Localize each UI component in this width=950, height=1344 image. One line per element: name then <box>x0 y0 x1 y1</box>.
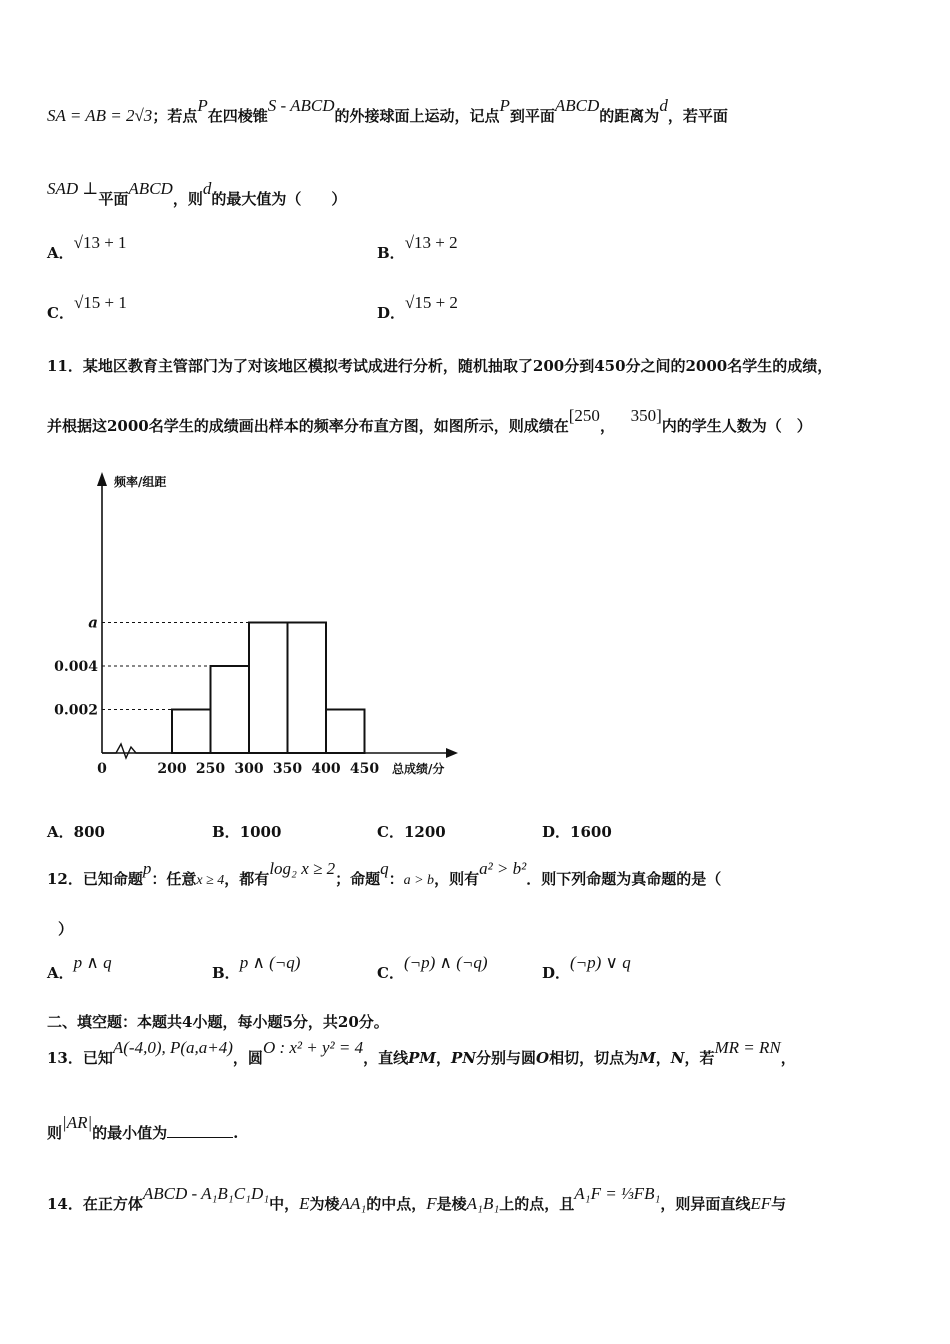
y-tick-label: 0.002 <box>54 702 98 719</box>
histogram-bar <box>288 623 327 754</box>
x-tick-label: 450 <box>349 761 380 777</box>
q11-option-c[interactable]: C．1200 <box>377 823 446 841</box>
q11-interval-left: [250 <box>568 406 600 425</box>
y-axis-label: 频率/组距 <box>114 475 167 489</box>
histogram-bar <box>172 710 211 754</box>
q12-option-a[interactable]: A．p ∧ q <box>47 953 112 982</box>
q10-option-d[interactable]: D．√15 + 2 <box>377 293 458 322</box>
x-tick-label: 300 <box>234 761 264 777</box>
q12-option-d[interactable]: D．(¬p) ∨ q <box>542 953 631 982</box>
histogram-bar <box>326 710 365 754</box>
x-tick-label: 0 <box>97 761 107 777</box>
q11-interval-right: 350] <box>630 406 662 425</box>
q10-expr-sad: SAD ⊥ <box>47 179 99 198</box>
x-axis-arrow <box>446 748 458 758</box>
q13-line2: 则|AR|的最小值为 . <box>47 1113 239 1142</box>
x-tick-label: 200 <box>157 761 187 777</box>
x-axis-label: 总成绩/分 <box>392 762 445 776</box>
q10-line2: SAD ⊥平面ABCD，则d的最大值为（ ） <box>47 179 347 208</box>
q12-line1: 12．已知命题p：任意x ≥ 4，都有log₂ x ≥ 2；命题q：a > b，则有a² > b²．则下列命题为真命题的是（ <box>47 859 722 888</box>
answer-blank[interactable] <box>167 1137 233 1138</box>
q11-line2: 并根据这2000名学生的成绩画出样本的频率分布直方图，如图所示，则成绩在[250， 350]内的学生人数为（ ） <box>47 406 812 435</box>
x-tick-label: 250 <box>195 761 226 777</box>
y-tick-label: 0.004 <box>54 659 98 675</box>
q12-option-c[interactable]: C．(¬p) ∧ (¬q) <box>377 953 488 982</box>
q13-line1: 13．已知A(-4,0), P(a,a+4)，圆O : x² + y² = 4，直线PM，PN分别与圆O相切，切点为M，N，若MR = RN， <box>47 1038 796 1067</box>
y-tick-label: a <box>88 613 98 632</box>
axis-break <box>102 744 172 758</box>
y-axis-arrow <box>97 472 107 486</box>
q11-option-d[interactable]: D．1600 <box>542 823 612 841</box>
q10-option-b[interactable]: B．√13 + 2 <box>377 233 458 262</box>
q14-line1: 14．在正方体ABCD - A₁B₁C₁D₁中，E为棱AA₁的中点，F是棱A₁B₁上的点，且A₁F = ⅓FB₁，则异面直线EF与 <box>47 1184 787 1213</box>
q11-option-b[interactable]: B．1000 <box>212 823 282 841</box>
q10-option-a[interactable]: A．√13 + 1 <box>47 233 127 262</box>
histogram-bar <box>211 666 250 753</box>
q12-option-b[interactable]: B．p ∧ (¬q) <box>212 953 301 982</box>
x-tick-label: 400 <box>311 761 341 777</box>
q10-expr-sa-ab: SA = AB = 2√3 <box>47 106 153 125</box>
q12-close-paren: ） <box>58 920 74 938</box>
q10-option-c[interactable]: C．√15 + 1 <box>47 293 127 322</box>
frequency-histogram <box>40 460 480 795</box>
x-tick-label: 350 <box>272 761 303 777</box>
histogram-bar <box>249 623 288 754</box>
section-heading: 二、填空题：本题共4小题，每小题5分，共20分。 <box>47 1013 389 1031</box>
q11-option-a[interactable]: A．800 <box>47 823 105 841</box>
q11-line1: 11．某地区教育主管部门为了对该地区模拟考试成进行分析，随机抽取了200分到450分之间的2000名学生的成绩， <box>47 357 833 375</box>
q10-line1: SA = AB = 2√3；若点P在四棱锥S - ABCD的外接球面上运动，记点P到平面ABCD的距离为d，若平面 <box>47 96 728 125</box>
